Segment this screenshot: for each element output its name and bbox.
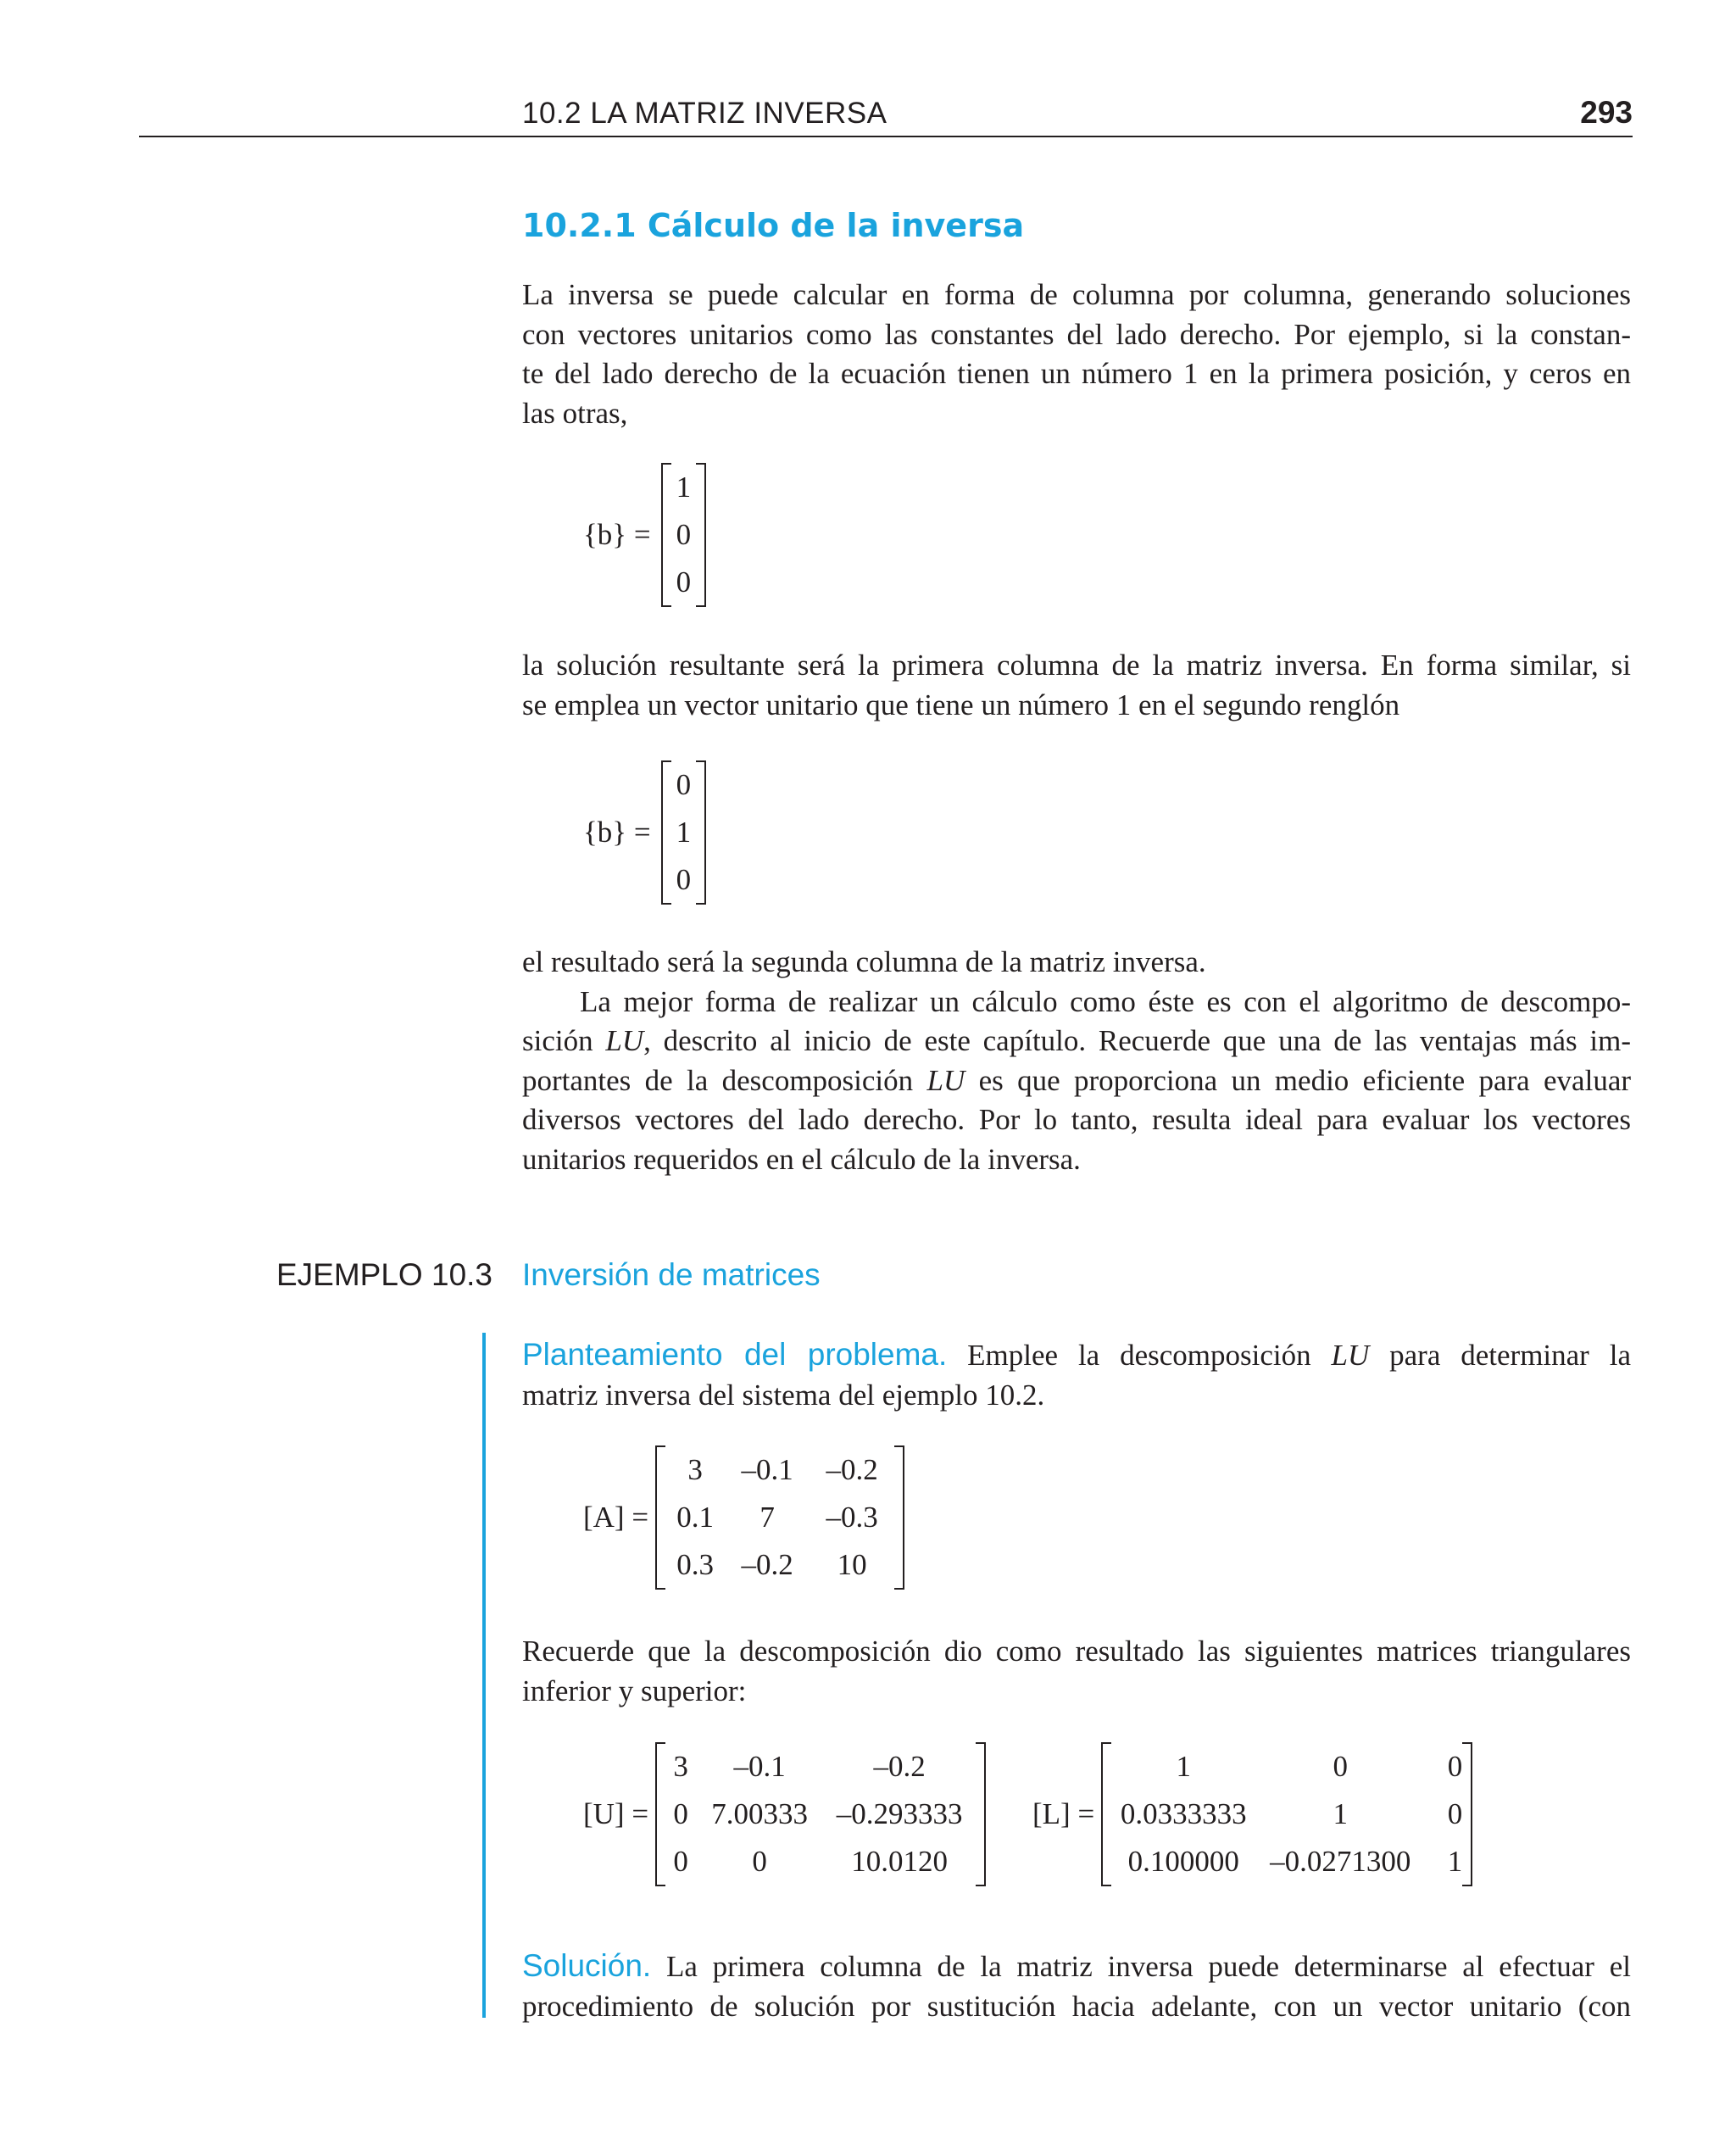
vector-entry: 0 <box>676 768 692 801</box>
solution-paragraph <box>522 1947 1631 2026</box>
equation-lhs: [U] = <box>583 1797 649 1830</box>
left-bracket <box>656 1743 665 1885</box>
text-run: La primera columna de la matriz inversa puede determinarse al efectuar el <box>651 1950 1631 1983</box>
matrix-cell: –0.2 <box>826 1453 878 1486</box>
vector-entry: 1 <box>676 471 692 504</box>
text-line: Recuerde que la descomposición dio como resultado las siguientes matrices triangulares <box>522 1635 1631 1668</box>
header-rule <box>139 136 1633 137</box>
lu-term: LU <box>605 1024 644 1057</box>
right-bracket <box>894 1446 904 1589</box>
text-line: La mejor forma de realizar un cálculo como éste es con el algoritmo de descompo- <box>580 984 1631 1018</box>
paragraph-3 <box>522 943 1631 1179</box>
equation-lhs: [L] = <box>1032 1797 1095 1830</box>
matrix-cell: 3 <box>673 1750 688 1783</box>
example-title: Inversión de matrices <box>522 1257 821 1292</box>
equation-b-vector-2 <box>583 760 706 905</box>
text-run: sición <box>522 1024 606 1057</box>
text-line: inferior y superior: <box>522 1674 747 1707</box>
matrix-cell: 0 <box>1447 1797 1463 1830</box>
matrix-cell: –0.2 <box>873 1750 926 1783</box>
example-sidebar-rule <box>482 1333 486 2018</box>
matrix-cell: 7 <box>760 1501 775 1534</box>
text-run: Emplee la descomposición <box>947 1339 1332 1372</box>
running-head-title: 10.2 LA MATRIZ INVERSA <box>522 97 887 130</box>
matrix-cell: 0 <box>752 1845 767 1878</box>
text-line: la solución resultante será la primera columna de la matriz inversa. En forma similar, si <box>522 649 1631 682</box>
matrix-cell: 0.1 <box>676 1501 714 1534</box>
matrix-cell: 1 <box>1447 1845 1463 1878</box>
matrix-cell: –0.1 <box>741 1453 793 1486</box>
page-number: 293 <box>1580 95 1633 130</box>
text-line: procedimiento de solución por sustitución hacia adelante, con un vector unitario (con <box>522 1989 1631 2023</box>
text-line <box>522 1335 1631 1376</box>
right-bracket <box>976 1743 985 1885</box>
equation-lhs: [A] = <box>583 1501 649 1534</box>
vector-entry: 0 <box>676 518 692 551</box>
problem-label: Planteamiento del problema. <box>522 1337 948 1372</box>
vector-entry: 0 <box>676 565 692 599</box>
problem-statement <box>522 1335 1631 1415</box>
matrix-cell: 0 <box>1333 1750 1348 1783</box>
paragraph-2 <box>522 646 1631 725</box>
text-line: La inversa se puede calcular en forma de columna por columna, generando soluciones <box>522 278 1631 311</box>
left-bracket <box>656 1446 665 1589</box>
section-title: 10.2.1 Cálculo de la inversa <box>522 207 1025 244</box>
matrix-cell: 0 <box>1447 1750 1463 1783</box>
matrix-cell: 0.3 <box>676 1548 714 1581</box>
text-line <box>522 1947 1631 1987</box>
text-run: portantes de la descomposición <box>522 1063 927 1097</box>
lu-term: LU <box>1331 1339 1370 1372</box>
matrix-cell: 1 <box>1176 1750 1191 1783</box>
text-run: para determinar la <box>1369 1339 1631 1372</box>
text-line: las otras, <box>522 396 628 430</box>
text-line: con vectores unitarios como las constantes del lado derecho. Por ejemplo, si la constan- <box>522 317 1631 351</box>
text-run: es que proporciona un medio eficiente para evaluar <box>965 1063 1632 1097</box>
matrix-cell: 10.0120 <box>851 1845 948 1878</box>
right-bracket <box>696 761 705 904</box>
solution-label: Solución. <box>522 1948 652 1983</box>
paragraph-1 <box>522 276 1631 433</box>
matrix-cell: 0.100000 <box>1127 1845 1239 1878</box>
vector-entry: 0 <box>676 863 692 896</box>
paragraph-4 <box>522 1632 1631 1711</box>
text-line <box>522 1022 1631 1061</box>
matrix-cell: –0.1 <box>733 1750 786 1783</box>
equation-b-vector-1 <box>583 463 706 607</box>
equation-lhs: {b} = <box>583 816 651 849</box>
right-bracket <box>1462 1743 1472 1885</box>
matrix-cell: 0.0333333 <box>1120 1797 1247 1830</box>
left-bracket <box>662 464 671 606</box>
matrix-cell: 1 <box>1333 1797 1348 1830</box>
matrix-cell: 0 <box>673 1797 688 1830</box>
matrix-cell: 3 <box>687 1453 703 1486</box>
vector-entry: 1 <box>676 816 692 849</box>
matrix-cell: 10 <box>837 1548 867 1581</box>
left-bracket <box>1102 1743 1111 1885</box>
matrix-a <box>583 1445 904 1590</box>
example-label: EJEMPLO 10.3 <box>276 1257 493 1292</box>
matrix-cell: –0.3 <box>826 1501 878 1534</box>
matrix-cell: 7.00333 <box>711 1797 808 1830</box>
text-line: se emplea un vector unitario que tiene un número 1 en el segundo renglón <box>522 688 1400 721</box>
text-run: , descrito al inicio de este capítulo. Recuerde que una de las ventajas más im- <box>643 1024 1631 1057</box>
text-line <box>522 1061 1631 1101</box>
left-bracket <box>662 761 671 904</box>
matrix-cell: –0.2 <box>741 1548 793 1581</box>
equation-lhs: {b} = <box>583 518 651 551</box>
matrix-cell: –0.293333 <box>836 1797 963 1830</box>
matrix-cell: –0.0271300 <box>1270 1845 1411 1878</box>
lu-term: LU <box>926 1063 965 1097</box>
text-line: diversos vectores del lado derecho. Por lo tanto, resulta ideal para evaluar los vectores <box>522 1103 1631 1136</box>
text-line: unitarios requeridos en el cálculo de la inversa. <box>522 1142 1081 1176</box>
matrix-l <box>1032 1742 1472 1886</box>
text-line: matriz inversa del sistema del ejemplo 10.2. <box>522 1378 1045 1412</box>
text-line: te del lado derecho de la ecuación tienen un número 1 en la primera posición, y ceros en <box>522 357 1631 390</box>
text-line: el resultado será la segunda columna de la matriz inversa. <box>522 945 1206 978</box>
matrix-cell: 0 <box>673 1845 688 1878</box>
matrix-u <box>583 1742 986 1886</box>
right-bracket <box>696 464 705 606</box>
